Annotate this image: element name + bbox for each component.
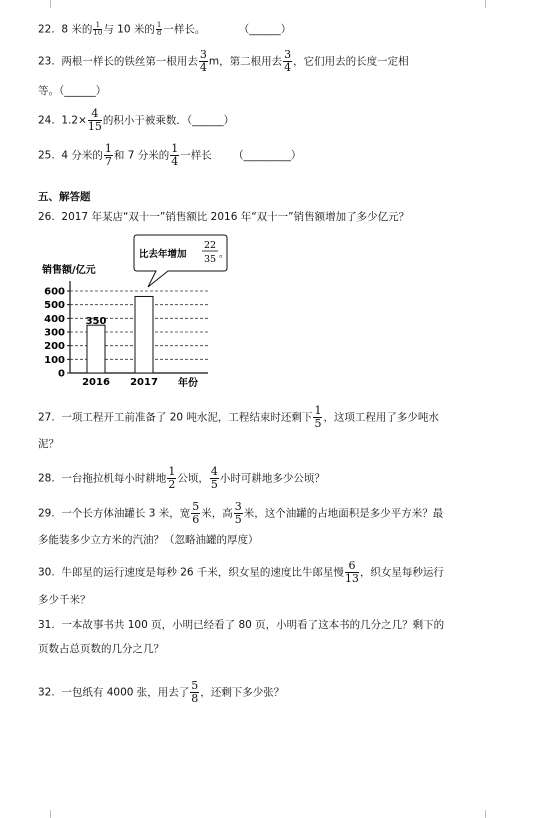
corner-mark xyxy=(40,0,51,8)
numerator: 4 xyxy=(210,465,218,478)
question-text[interactable]: 等。（______） xyxy=(38,85,107,97)
fraction xyxy=(234,501,243,526)
question-text: 一台拖拉机每小时耕地 xyxy=(61,472,167,485)
fraction xyxy=(313,405,322,430)
question-text: 多少千米？ xyxy=(38,594,91,606)
question-number: 22. xyxy=(38,23,55,36)
question-text: 页数占总页数的几分之几？ xyxy=(38,643,164,655)
fraction xyxy=(345,560,359,585)
question-24 xyxy=(38,108,234,133)
chart-svg xyxy=(38,232,238,392)
question-number: 23. xyxy=(38,55,55,68)
question-number: 29. xyxy=(38,507,55,520)
numerator: 1 xyxy=(314,404,322,417)
callout-period: 。 xyxy=(219,249,229,260)
question-text[interactable]: 的积小于被乘数．（______） xyxy=(102,114,235,127)
question-26 xyxy=(38,210,409,224)
denominator: 8 xyxy=(191,692,199,705)
question-number: 27. xyxy=(38,411,55,424)
fraction xyxy=(88,108,102,133)
question-text: m，第二根用去 xyxy=(208,55,283,68)
question-text: 一样长。 xyxy=(163,23,206,36)
fraction xyxy=(210,466,219,491)
y-axis-label: 销售额/亿元 xyxy=(42,265,96,276)
bar-2017 xyxy=(135,296,153,373)
fraction xyxy=(104,143,113,168)
question-text: 两根一样长的铁丝第一根用去 xyxy=(61,55,198,68)
denominator: 15 xyxy=(87,120,102,133)
numerator: 5 xyxy=(191,679,199,692)
question-31 xyxy=(38,618,444,632)
numerator: 1 xyxy=(104,142,112,155)
y-tick-label: 600 xyxy=(44,286,65,298)
question-number: 30. xyxy=(38,566,55,579)
question-number: 25. xyxy=(38,149,55,162)
sales-bar-chart xyxy=(38,232,238,392)
numerator: 3 xyxy=(284,48,292,61)
section-heading: 五、解答题 xyxy=(38,191,91,203)
denominator: 4 xyxy=(199,61,207,74)
x-tick-label: 2016 xyxy=(82,377,110,388)
fraction xyxy=(170,143,179,168)
question-text: 1.2× xyxy=(61,114,87,127)
question-text: 牛郎星的运行速度是每秒 26 千米，织女星的速度比牛郎星慢 xyxy=(61,566,344,579)
question-text: 一项工程开工前准备了 20 吨水泥，工程结束时还剩下 xyxy=(61,411,313,424)
question-31-cont xyxy=(38,642,164,656)
question-number: 28. xyxy=(38,472,55,485)
question-30 xyxy=(38,560,444,585)
fraction xyxy=(283,49,292,74)
numerator: 1 xyxy=(171,142,179,155)
numerator: 6 xyxy=(345,560,359,573)
question-text: 8 米的 xyxy=(61,23,93,36)
question-text: 一个长方体油罐长 3 米，宽 xyxy=(61,507,191,520)
question-number: 26. xyxy=(38,211,55,223)
denominator: 4 xyxy=(171,155,179,168)
fraction xyxy=(199,49,208,74)
denominator: 7 xyxy=(104,155,112,168)
numerator: 1 xyxy=(93,22,102,30)
question-number: 24. xyxy=(38,114,55,127)
corner-mark xyxy=(40,810,51,818)
y-tick-label: 400 xyxy=(44,313,65,325)
numerator: 5 xyxy=(192,500,200,513)
corner-mark xyxy=(485,0,496,8)
question-text: 泥？ xyxy=(38,438,59,450)
denominator: 13 xyxy=(344,572,359,585)
answer-blank[interactable]: （______） xyxy=(238,23,292,36)
numerator: 3 xyxy=(234,500,242,513)
numerator: 3 xyxy=(199,48,207,61)
question-text: ，织女星每秒运行 xyxy=(359,566,444,579)
denominator: 5 xyxy=(234,513,242,526)
question-text: 米，高 xyxy=(201,507,233,520)
question-23-cont xyxy=(38,84,106,98)
question-text: ，还剩下多少张？ xyxy=(200,686,285,699)
fraction xyxy=(156,22,162,37)
question-28 xyxy=(38,466,325,491)
question-30-cont xyxy=(38,593,91,607)
question-number: 32. xyxy=(38,686,55,699)
x-axis-label: 年份 xyxy=(178,378,198,389)
y-tick-label: 200 xyxy=(44,341,65,353)
answer-blank[interactable]: （_________） xyxy=(233,149,302,162)
denominator: 2 xyxy=(168,478,176,491)
denominator: 5 xyxy=(210,478,218,491)
numerator: 4 xyxy=(88,108,102,121)
denominator: 6 xyxy=(192,513,200,526)
question-text: 小时可耕地多少公顷？ xyxy=(219,472,325,485)
numerator: 1 xyxy=(168,465,176,478)
question-text: 公顷， xyxy=(177,472,209,485)
question-27-cont xyxy=(38,437,59,451)
fraction xyxy=(191,501,200,526)
fraction xyxy=(167,466,176,491)
question-text: 多能装多少立方米的汽油？（忽略油罐的厚度） xyxy=(38,534,259,546)
callout-text: 比去年增加 xyxy=(139,249,187,260)
y-tick-label: 300 xyxy=(44,327,65,339)
question-25 xyxy=(38,143,301,168)
question-text: 一样长 xyxy=(180,149,212,162)
bar-2016 xyxy=(87,325,105,373)
question-29-cont xyxy=(38,533,259,547)
callout-numerator: 22 xyxy=(203,240,217,251)
denominator: 10 xyxy=(93,29,103,37)
question-29 xyxy=(38,501,443,526)
question-text: 和 7 分米的 xyxy=(113,149,170,162)
question-22 xyxy=(38,22,291,37)
question-text: 一本故事书共 100 页，小明已经看了 80 页，小明看了这本书的几分之几？剩下的 xyxy=(61,619,445,631)
denominator: 5 xyxy=(314,417,322,430)
question-27 xyxy=(38,405,439,430)
callout-denominator: 35 xyxy=(203,254,217,265)
y-tick-label: 100 xyxy=(44,354,65,366)
data-label: 350 xyxy=(85,316,107,328)
question-text: 米，这个油罐的占地面积是多少平方米？最 xyxy=(243,507,444,520)
question-23 xyxy=(38,49,409,74)
x-tick-label: 2017 xyxy=(130,377,158,388)
question-32 xyxy=(38,680,284,705)
fraction xyxy=(190,680,199,705)
question-text: 一包纸有 4000 张，用去了 xyxy=(61,686,190,699)
question-text: ，它们用去的长度一定相 xyxy=(293,55,409,68)
question-text: ，这项工程用了多少吨水 xyxy=(323,411,439,424)
denominator: 4 xyxy=(284,61,292,74)
denominator: 8 xyxy=(156,29,162,37)
question-text: 4 分米的 xyxy=(61,149,103,162)
question-text: 2017 年某店“双十一”销售额比 2016 年“双十一”销售额增加了多少亿元？ xyxy=(61,211,410,223)
numerator: 1 xyxy=(156,21,162,29)
y-tick-label: 0 xyxy=(58,368,65,380)
corner-mark xyxy=(485,810,496,818)
question-text: 与 10 米的 xyxy=(103,23,155,36)
fraction xyxy=(93,22,102,37)
question-number: 31. xyxy=(38,619,55,631)
y-tick-label: 500 xyxy=(44,300,65,312)
